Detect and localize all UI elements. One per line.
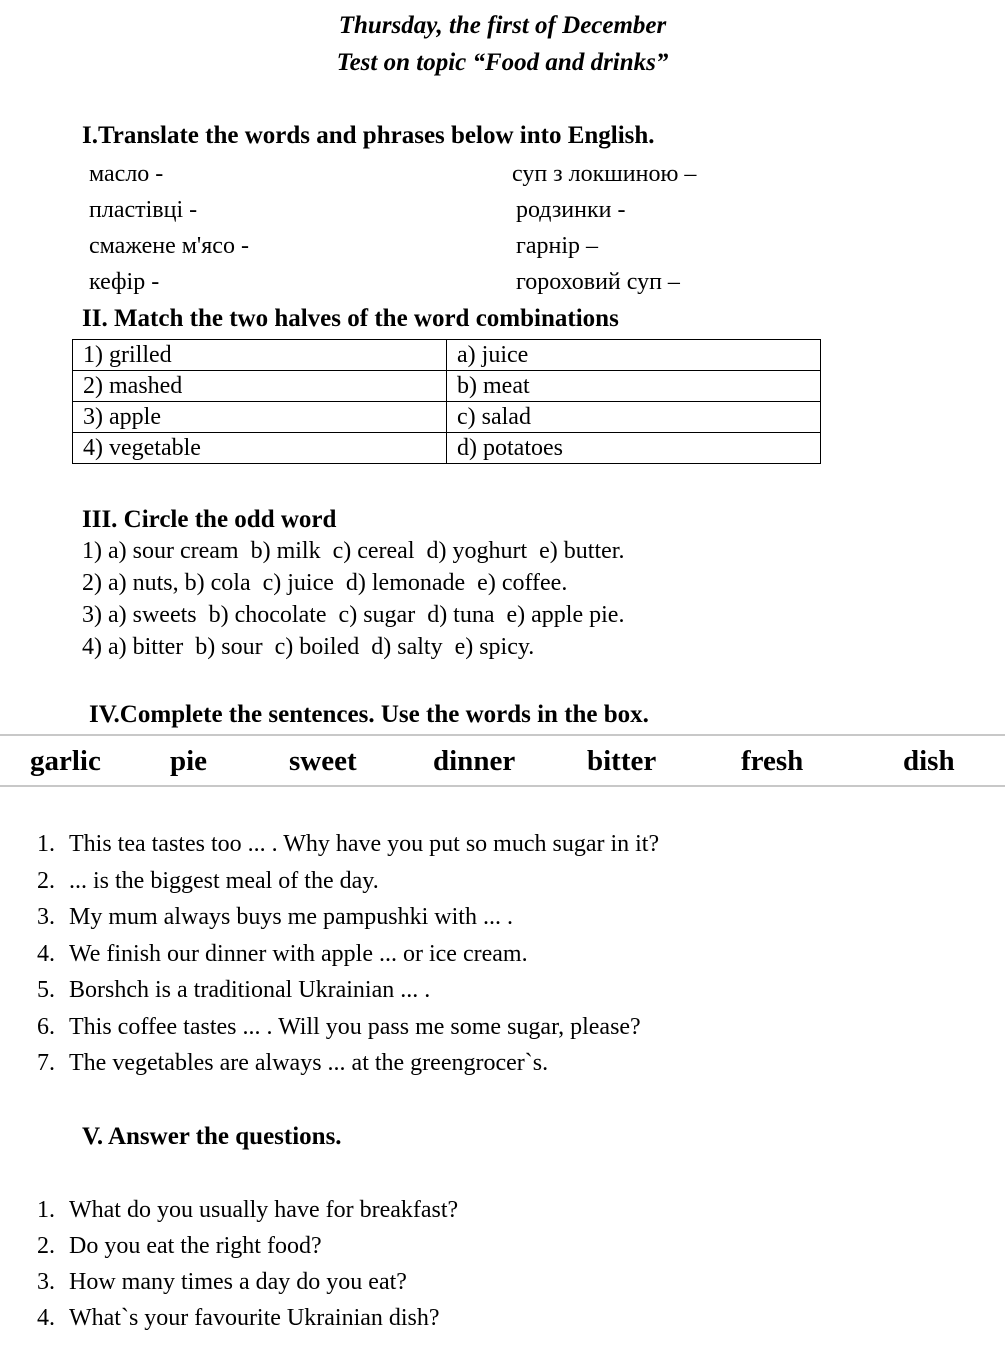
sentence-item: My mum always buys me pampushki with ... . xyxy=(69,904,513,930)
list-number: 7. xyxy=(37,1050,55,1076)
sentence-item: This tea tastes too ... . Why have you put so much sugar in it? xyxy=(69,831,660,857)
translate-item: кефір - xyxy=(89,269,160,295)
list-number: 3. xyxy=(37,1269,55,1295)
table-cell: 1) grilled xyxy=(73,340,447,371)
list-number: 1. xyxy=(37,831,55,857)
sentence-item: This coffee tastes ... . Will you pass me some sugar, please? xyxy=(69,1014,641,1040)
table-cell: 2) mashed xyxy=(73,371,447,402)
translate-item: пластівці - xyxy=(89,197,198,223)
word-box-item: bitter xyxy=(587,745,657,777)
list-number: 3. xyxy=(37,904,55,930)
list-number: 6. xyxy=(37,1014,55,1040)
question-item: Do you eat the right food? xyxy=(69,1233,322,1259)
match-table xyxy=(72,339,821,464)
translate-item: смажене м'ясо - xyxy=(89,233,249,259)
list-number: 1. xyxy=(37,1197,55,1223)
page-title: Test on topic “Food and drinks” xyxy=(336,49,669,76)
table-cell: d) potatoes xyxy=(447,433,821,464)
table-cell: c) salad xyxy=(447,402,821,433)
translate-item: гороховий суп – xyxy=(516,269,680,295)
table-row xyxy=(73,433,821,464)
table-cell: 3) apple xyxy=(73,402,447,433)
word-box-item: fresh xyxy=(741,745,804,777)
word-box-item: dish xyxy=(903,745,955,777)
question-item: What do you usually have for breakfast? xyxy=(69,1197,459,1223)
table-row xyxy=(73,340,821,371)
list-item: 2) a) nuts, b) cola c) juice d) lemonade e) coffee. xyxy=(82,570,568,596)
sentence-item: We finish our dinner with apple ... or ice cream. xyxy=(69,941,528,967)
list-item: 3) a) sweets b) chocolate c) sugar d) tuna e) apple pie. xyxy=(82,602,625,628)
sentence-item: Borshch is a traditional Ukrainian ... . xyxy=(69,977,431,1003)
section1-heading: I.Translate the words and phrases below into English. xyxy=(82,122,655,149)
word-box-item: garlic xyxy=(30,745,101,777)
sentence-item: ... is the biggest meal of the day. xyxy=(69,868,379,894)
question-item: How many times a day do you eat? xyxy=(69,1269,407,1295)
word-box xyxy=(0,734,1005,787)
page-date: Thursday, the first of December xyxy=(338,12,667,39)
translate-item: масло - xyxy=(89,161,164,187)
word-box-item: sweet xyxy=(289,745,357,777)
table-row xyxy=(73,371,821,402)
word-box-item: pie xyxy=(170,745,208,777)
list-number: 2. xyxy=(37,1233,55,1259)
table-row xyxy=(73,402,821,433)
translate-item: гарнір – xyxy=(516,233,599,259)
table-cell: b) meat xyxy=(447,371,821,402)
translate-item: суп з локшиною – xyxy=(512,161,697,187)
list-number: 5. xyxy=(37,977,55,1003)
word-box-item: dinner xyxy=(433,745,516,777)
table-cell: a) juice xyxy=(447,340,821,371)
list-item: 4) a) bitter b) sour c) boiled d) salty e) spicy. xyxy=(82,634,535,660)
list-number: 4. xyxy=(37,941,55,967)
list-number: 4. xyxy=(37,1305,55,1331)
list-number: 2. xyxy=(37,868,55,894)
translate-item: родзинки - xyxy=(516,197,626,223)
section2-heading: II. Match the two halves of the word combinations xyxy=(82,305,619,332)
sentence-item: The vegetables are always ... at the greengrocer`s. xyxy=(69,1050,549,1076)
section3-heading: III. Circle the odd word xyxy=(82,506,337,533)
list-item: 1) a) sour cream b) milk c) cereal d) yoghurt e) butter. xyxy=(82,538,625,564)
table-cell: 4) vegetable xyxy=(73,433,447,464)
section4-heading: IV.Complete the sentences. Use the words in the box. xyxy=(89,701,649,728)
question-item: What`s your favourite Ukrainian dish? xyxy=(69,1305,440,1331)
section5-heading: V. Answer the questions. xyxy=(82,1123,342,1150)
